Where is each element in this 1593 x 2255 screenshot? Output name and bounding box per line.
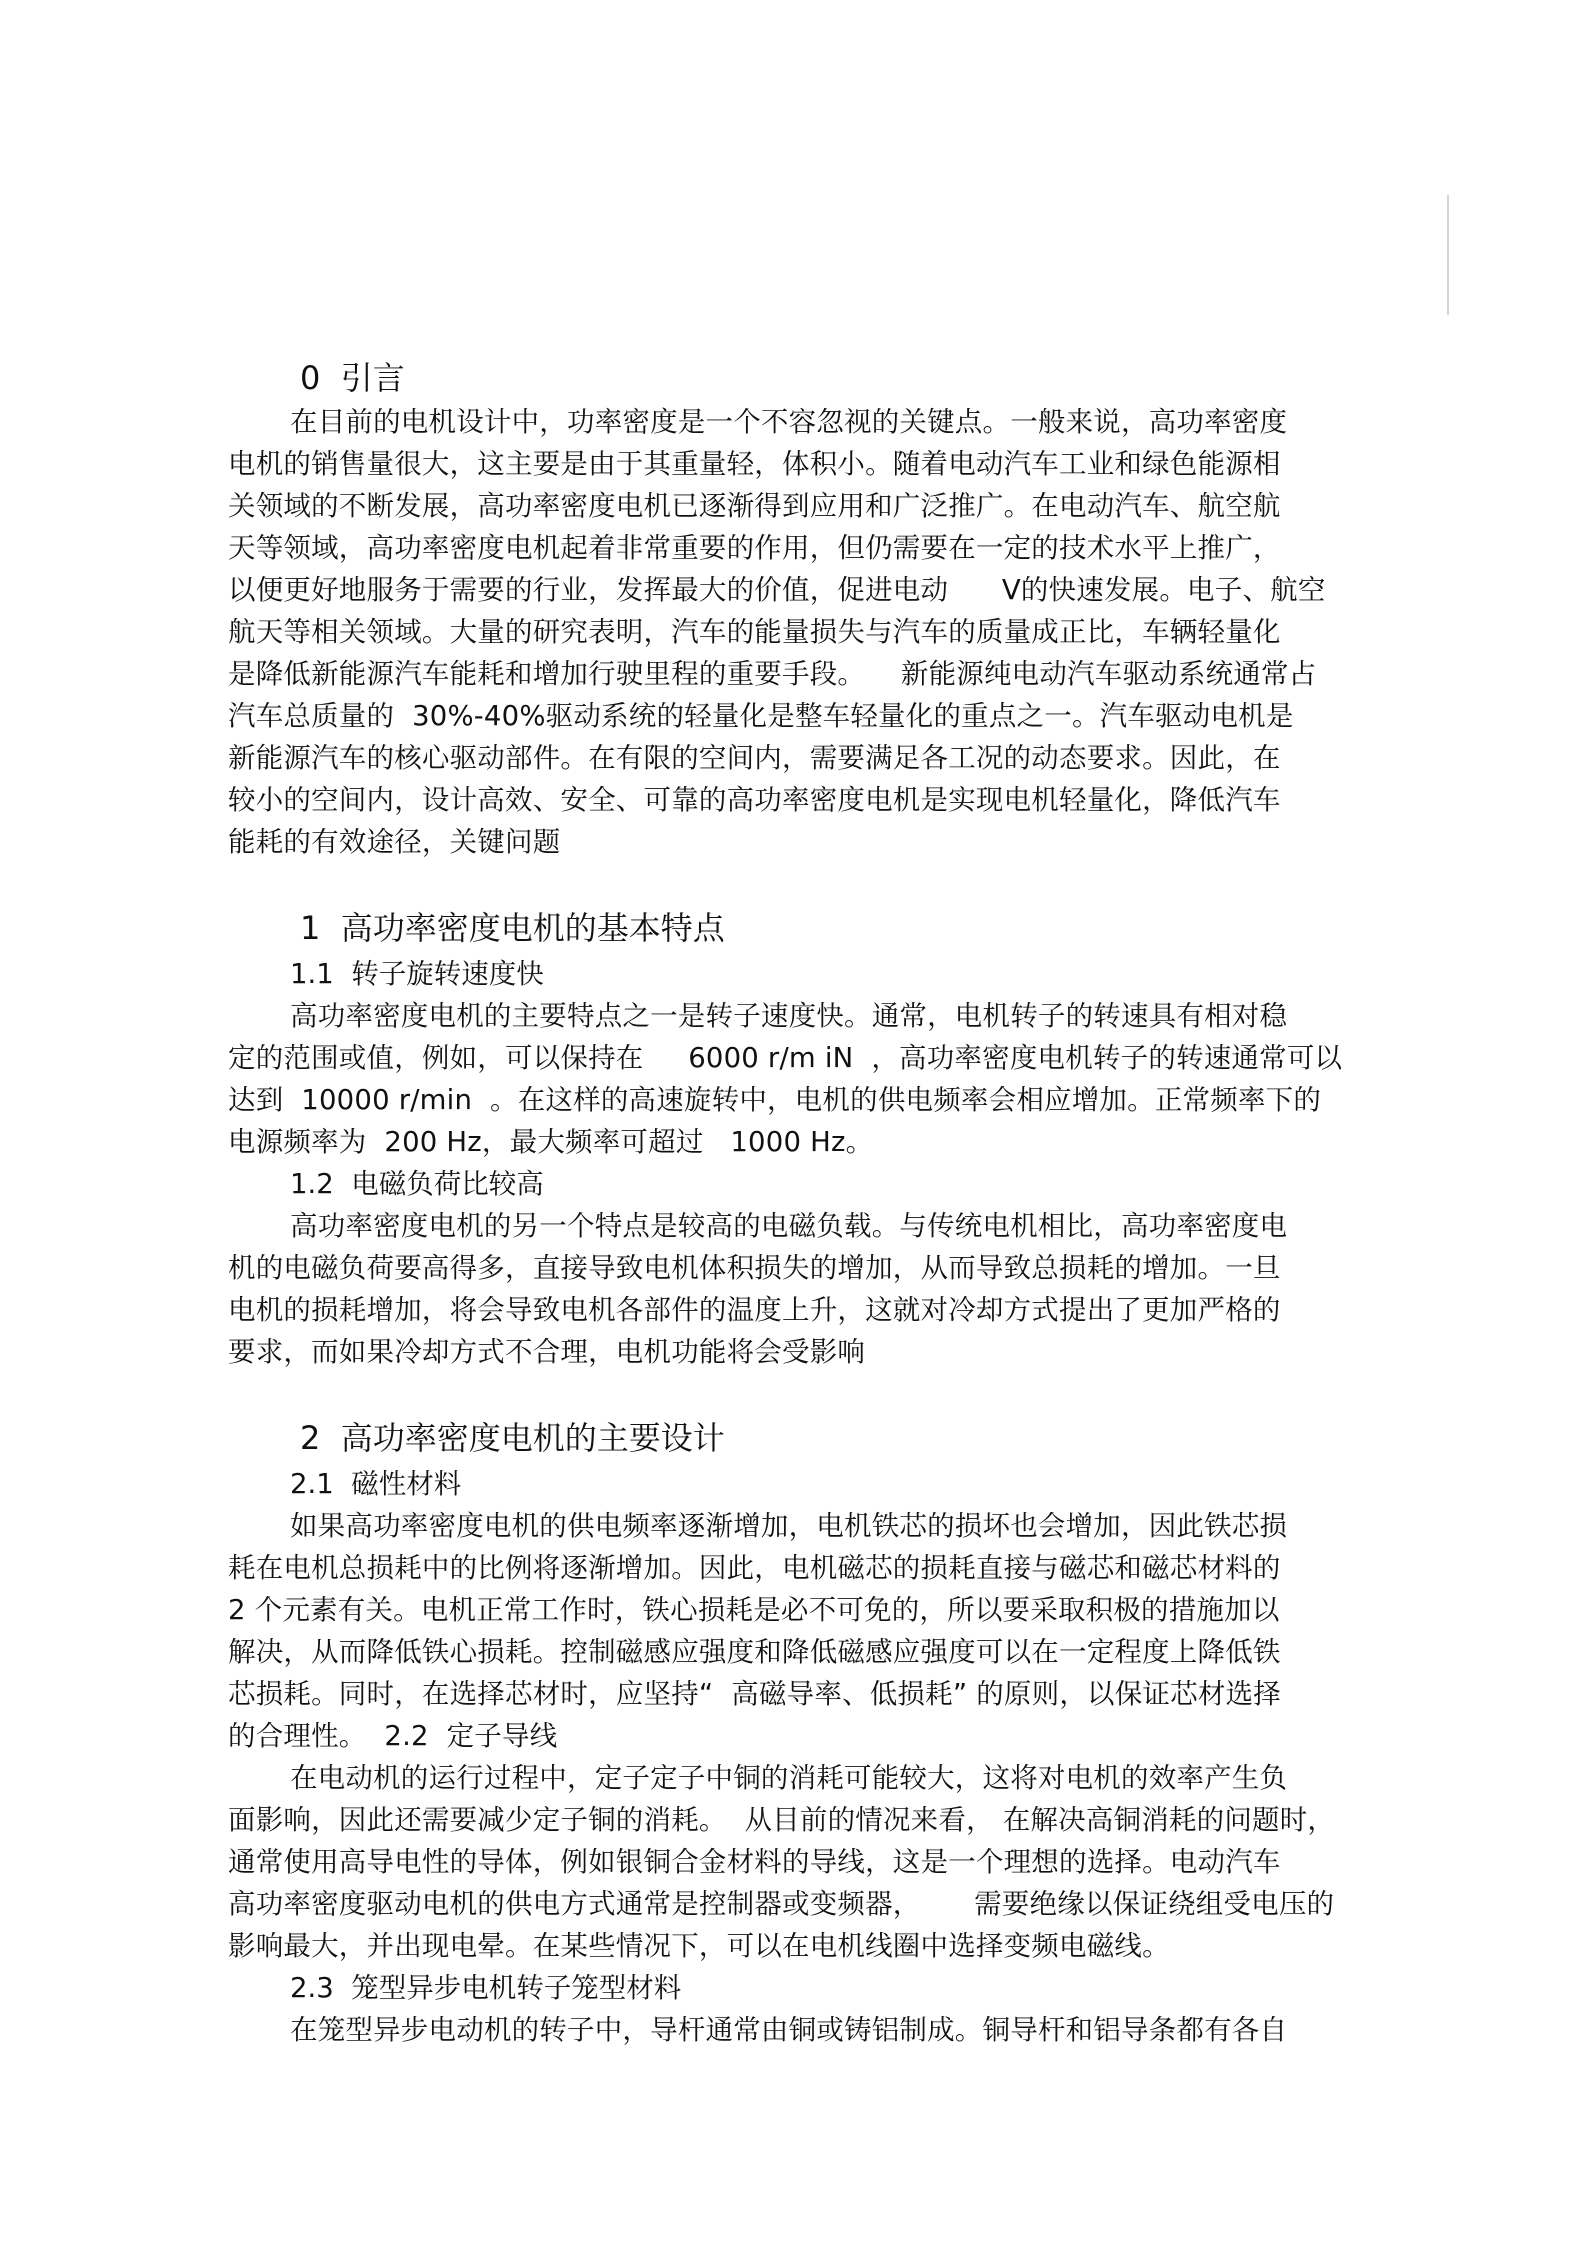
paragraph-line: 要求，而如果冷却方式不合理，电机功能将会受影响	[228, 1336, 866, 1368]
paragraph-line: 高功率密度电机的另一个特点是较高的电磁负载。与传统电机相比，高功率密度电	[290, 1210, 1288, 1242]
paragraph-line: 能耗的有效途径，关键问题	[228, 826, 561, 858]
paragraph-line: 电机的销售量很大，这主要是由于其重量轻，体积小。随着电动汽车工业和绿色能源相	[228, 448, 1281, 480]
paragraph-line: 较小的空间内，设计高效、安全、可靠的高功率密度电机是实现电机轻量化，降低汽车	[228, 784, 1281, 816]
paragraph-line: 在笼型异步电动机的转子中，导杆通常由铜或铸铝制成。铜导杆和铝导条都有各自	[290, 2014, 1288, 2046]
paragraph-line: 如果高功率密度电机的供电频率逐渐增加，电机铁芯的损坏也会增加，因此铁芯损	[290, 1510, 1288, 1542]
subsection-2-1-title: 2.1 磁性材料	[290, 1468, 462, 1500]
paragraph-line: 关领域的不断发展，高功率密度电机已逐渐得到应用和广泛推广。在电动汽车、航空航	[228, 490, 1281, 522]
paragraph-line: 机的电磁负荷要高得多，直接导致电机体积损失的增加，从而导致总损耗的增加。一旦	[228, 1252, 1281, 1284]
paragraph-line: 耗在电机总损耗中的比例将逐渐增加。因此，电机磁芯的损耗直接与磁芯和磁芯材料的	[228, 1552, 1281, 1584]
subsection-1-1-title: 1.1 转子旋转速度快	[290, 958, 544, 990]
paragraph-line: 定的范围或值，例如，可以保持在 6000 r/m iN ，高功率密度电机转子的转速通常可以	[228, 1042, 1343, 1074]
paragraph-line: 高功率密度驱动电机的供电方式通常是控制器或变频器， 需要绝缘以保证绕组受电压的	[228, 1888, 1335, 1920]
paragraph-line: 达到 10000 r/min 。在这样的高速旋转中，电机的供电频率会相应增加。正常频率下的	[228, 1084, 1322, 1116]
subsection-1-2-title: 1.2 电磁负荷比较高	[290, 1168, 544, 1200]
section-0-heading: 0 引言	[300, 359, 405, 397]
paragraph-line: 通常使用高导电性的导体，例如银铜合金材料的导线，这是一个理想的选择。电动汽车	[228, 1846, 1281, 1878]
paragraph-line: 在目前的电机设计中，功率密度是一个不容忽视的关键点。一般来说，高功率密度	[290, 406, 1288, 438]
paragraph-line: 2 个元素有关。电机正常工作时，铁心损耗是必不可免的，所以要采取积极的措施加以	[228, 1594, 1280, 1626]
paragraph-line: 影响最大，并出现电晕。在某些情况下，可以在电机线圈中选择变频电磁线。	[228, 1930, 1170, 1962]
paragraph-line: 的合理性。 2.2 定子导线	[228, 1720, 558, 1752]
subsection-2-3-title: 2.3 笼型异步电机转子笼型材料	[290, 1972, 682, 2004]
paragraph-line: 高功率密度电机的主要特点之一是转子速度快。通常，电机转子的转速具有相对稳	[290, 1000, 1288, 1032]
paragraph-line: 以便更好地服务于需要的行业，发挥最大的价值，促进电动 V的快速发展。电子、航空	[228, 574, 1326, 606]
page-edge-divider	[1447, 195, 1449, 315]
paragraph-line: 在电动机的运行过程中，定子定子中铜的消耗可能较大，这将对电机的效率产生负	[290, 1762, 1288, 1794]
paragraph-line: 汽车总质量的 30%-40%驱动系统的轻量化是整车轻量化的重点之一。汽车驱动电机是	[228, 700, 1294, 732]
paragraph-line: 航天等相关领域。大量的研究表明，汽车的能量损失与汽车的质量成正比，车辆轻量化	[228, 616, 1281, 648]
paragraph-line: 电源频率为 200 Hz，最大频率可超过 1000 Hz。	[228, 1126, 874, 1158]
paragraph-line: 电机的损耗增加，将会导致电机各部件的温度上升，这就对冷却方式提出了更加严格的	[228, 1294, 1281, 1326]
section-1-heading: 1 高功率密度电机的基本特点	[300, 909, 725, 947]
paragraph-line: 解决，从而降低铁心损耗。控制磁感应强度和降低磁感应强度可以在一定程度上降低铁	[228, 1636, 1281, 1668]
paragraph-line: 新能源汽车的核心驱动部件。在有限的空间内，需要满足各工况的动态要求。因此，在	[228, 742, 1281, 774]
paragraph-line: 天等领域，高功率密度电机起着非常重要的作用，但仍需要在一定的技术水平上推广，	[228, 532, 1281, 564]
paragraph-line: 面影响，因此还需要减少定子铜的消耗。 从目前的情况来看， 在解决高铜消耗的问题时，	[228, 1804, 1336, 1836]
paragraph-line: 芯损耗。同时，在选择芯材时，应坚持“ 高磁导率、低损耗” 的原则，以保证芯材选择	[228, 1678, 1281, 1710]
paragraph-line: 是降低新能源汽车能耗和增加行驶里程的重要手段。 新能源纯电动汽车驱动系统通常占	[228, 658, 1317, 690]
section-2-heading: 2 高功率密度电机的主要设计	[300, 1419, 725, 1457]
